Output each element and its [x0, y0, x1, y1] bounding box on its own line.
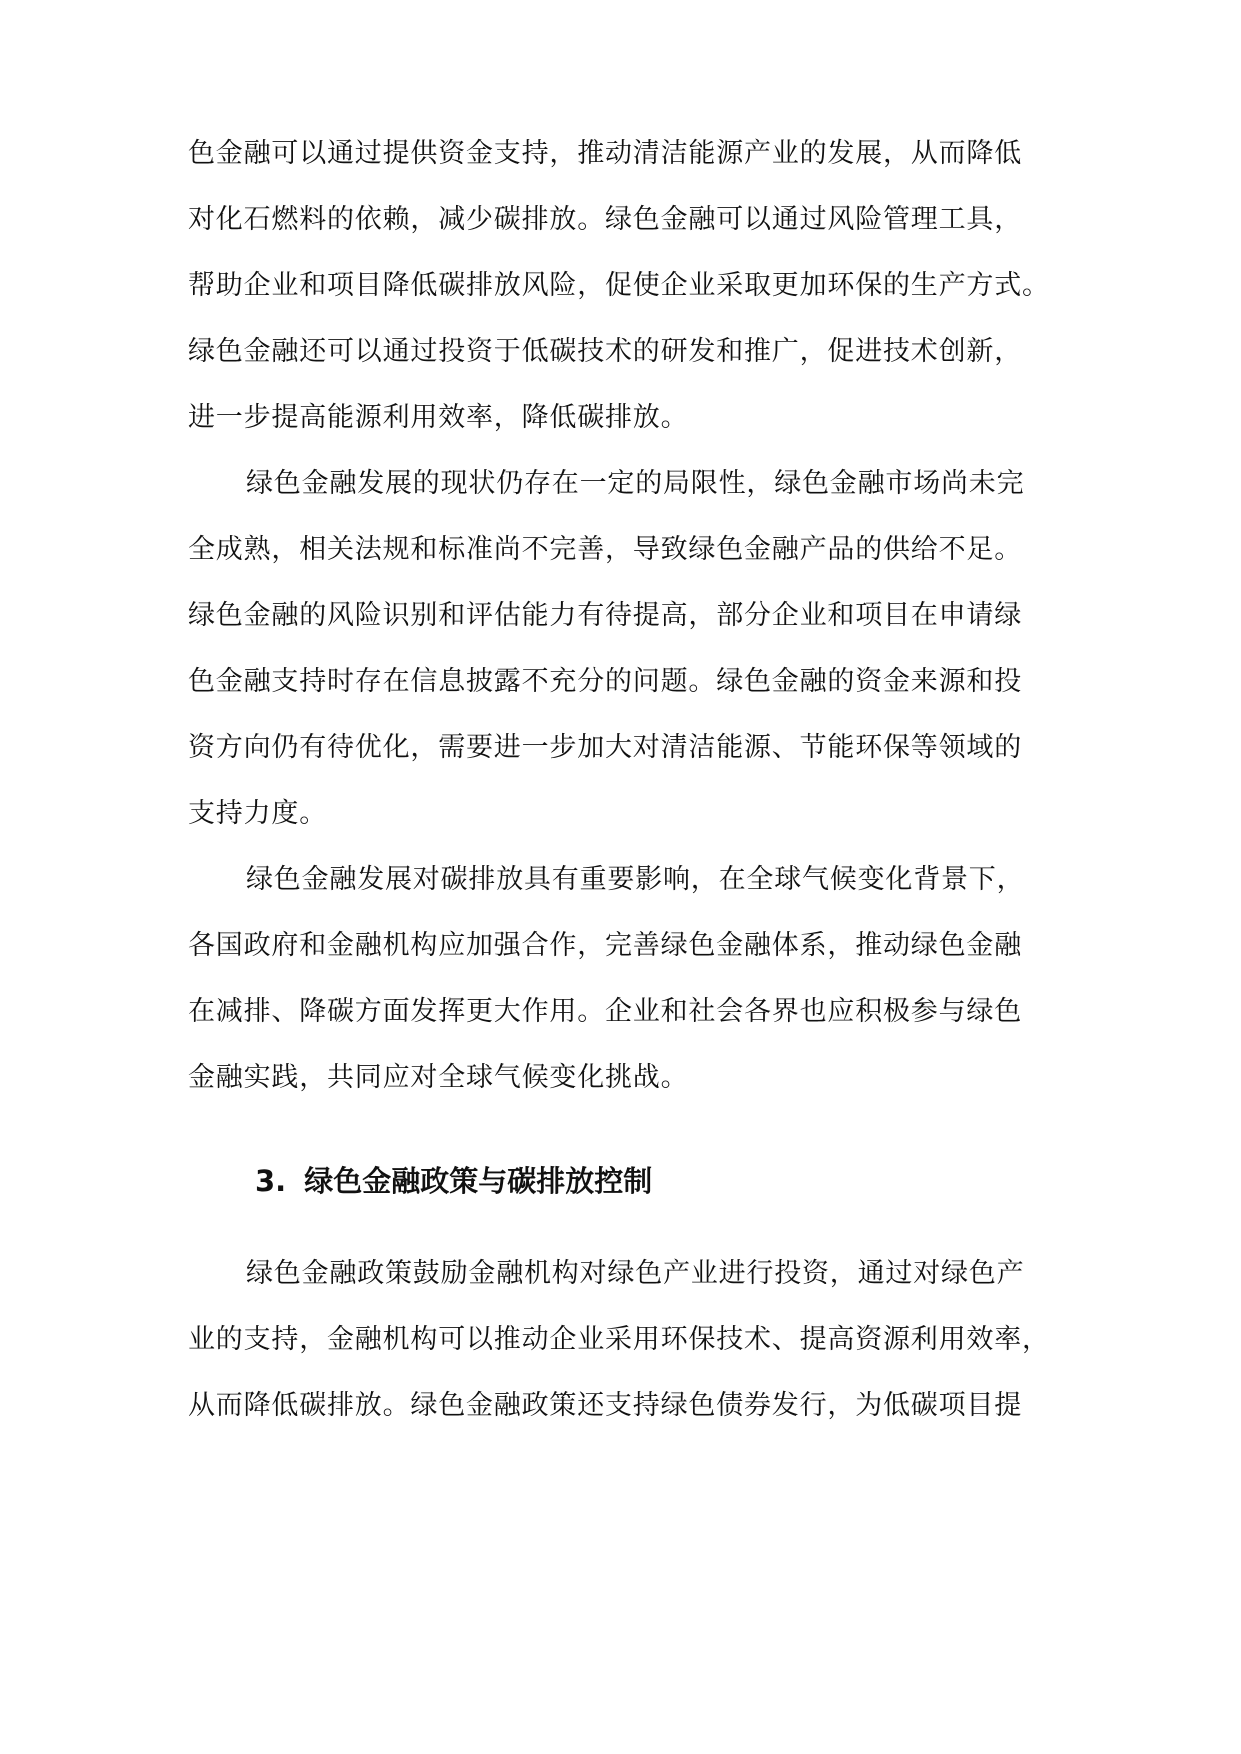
paragraph-2-line-1: 绿色金融发展的现状仍存在一定的局限性，绿色金融市场尚未完	[246, 468, 1025, 499]
section-paragraph-line-2: 业的支持，金融机构可以推动企业采用环保技术、提高资源利用效率，	[188, 1324, 1050, 1355]
section-paragraph-line-1: 绿色金融政策鼓励金融机构对绿色产业进行投资，通过对绿色产	[246, 1258, 1025, 1289]
paragraph-2-line-3: 绿色金融的风险识别和评估能力有待提高，部分企业和项目在申请绿	[188, 600, 1022, 631]
paragraph-3-line-4: 金融实践，共同应对全球气候变化挑战。	[188, 1062, 689, 1093]
paragraph-3-line-3: 在减排、降碳方面发挥更大作用。企业和社会各界也应积极参与绿色	[188, 996, 1022, 1027]
paragraph-2-line-2: 全成熟，相关法规和标准尚不完善，导致绿色金融产品的供给不足。	[188, 534, 1022, 565]
paragraph-1-line-2: 对化石燃料的依赖，减少碳排放。绿色金融可以通过风险管理工具，	[188, 204, 1022, 235]
paragraph-3-line-1: 绿色金融发展对碳排放具有重要影响，在全球气候变化背景下，	[246, 864, 1025, 895]
section-heading	[255, 1162, 652, 1200]
paragraph-1-line-3: 帮助企业和项目降低碳排放风险，促使企业采取更加环保的生产方式。	[188, 270, 1050, 301]
paragraph-3-line-2: 各国政府和金融机构应加强合作，完善绿色金融体系，推动绿色金融	[188, 930, 1022, 961]
paragraph-1-line-1: 色金融可以通过提供资金支持，推动清洁能源产业的发展，从而降低	[188, 138, 1022, 169]
paragraph-2-line-6: 支持力度。	[188, 798, 327, 829]
paragraph-2-line-4: 色金融支持时存在信息披露不充分的问题。绿色金融的资金来源和投	[188, 666, 1022, 697]
paragraph-1-line-4: 绿色金融还可以通过投资于低碳技术的研发和推广，促进技术创新，	[188, 336, 1022, 367]
paragraph-1-line-5: 进一步提高能源利用效率，降低碳排放。	[188, 402, 689, 433]
section-paragraph-line-3: 从而降低碳排放。绿色金融政策还支持绿色债券发行，为低碳项目提	[188, 1390, 1022, 1421]
section-title: 绿色金融政策与碳排放控制	[304, 1164, 653, 1198]
paragraph-2-line-5: 资方向仍有待优化，需要进一步加大对清洁能源、节能环保等领域的	[188, 732, 1022, 763]
section-number: 3.	[255, 1164, 287, 1198]
